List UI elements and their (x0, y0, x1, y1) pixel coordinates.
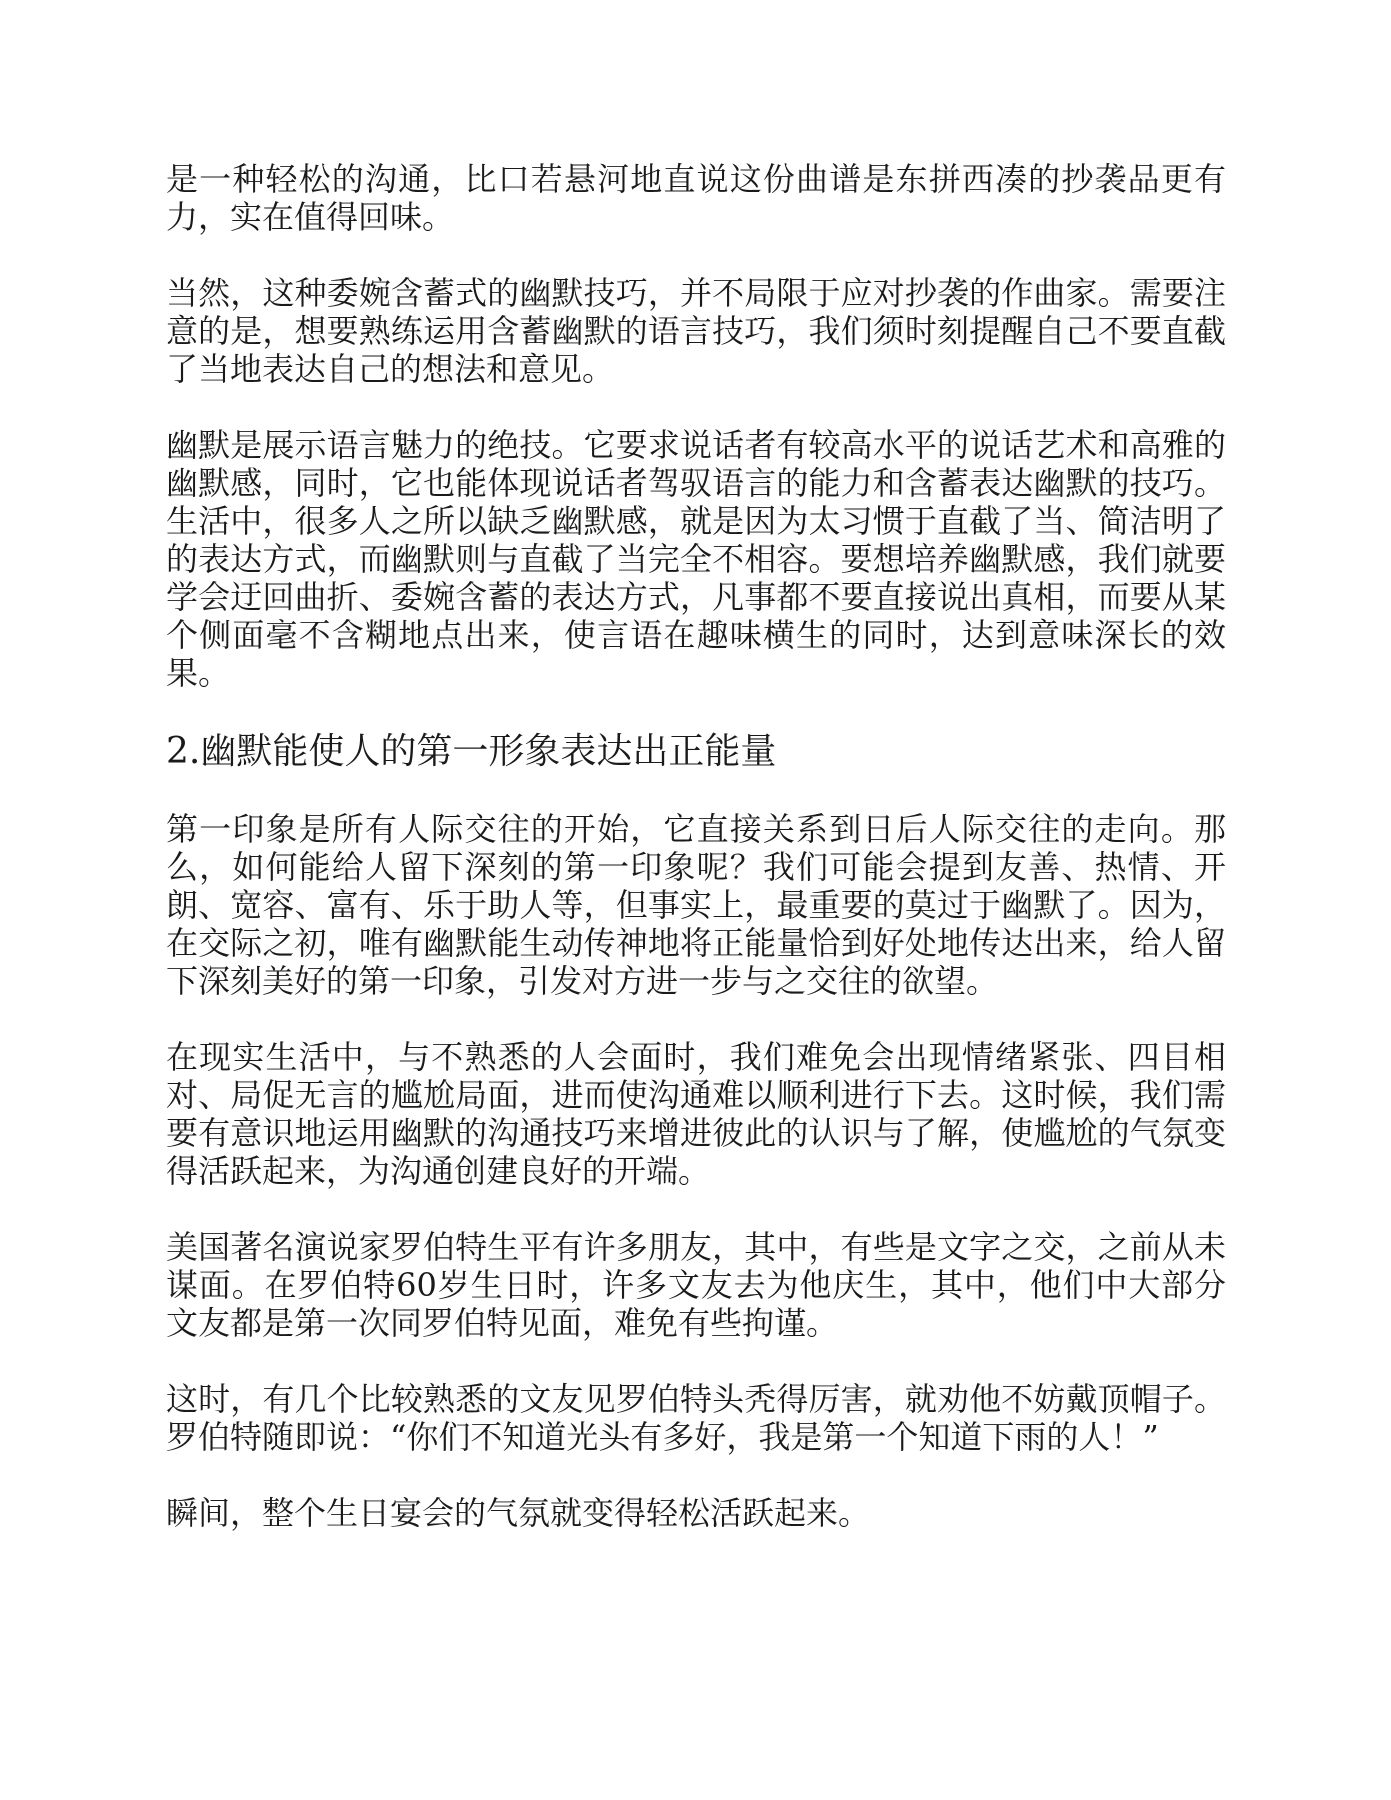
paragraph-2: 当然，这种委婉含蓄式的幽默技巧，并不局限于应对抄袭的作曲家。需要注意的是，想要熟练运用含蓄幽默的语言技巧，我们须时刻提醒自己不要直截了当地表达自己的想法和意见。 (166, 274, 1226, 388)
paragraph-8: 瞬间，整个生日宴会的气氛就变得轻松活跃起来。 (166, 1494, 871, 1532)
document-body (166, 160, 1226, 1570)
paragraph-6: 美国著名演说家罗伯特生平有许多朋友，其中，有些是文字之交，之前从未谋面。在罗伯特60岁生日时，许多文友去为他庆生，其中，他们中大部分文友都是第一次同罗伯特见面，难免有些拘谨。 (166, 1228, 1226, 1342)
paragraph-3: 幽默是展示语言魅力的绝技。它要求说话者有较高水平的说话艺术和高雅的幽默感，同时，它也能体现说话者驾驭语言的能力和含蓄表达幽默的技巧。生活中，很多人之所以缺乏幽默感，就是因为太习惯于直截了当、简洁明了的表达方式，而幽默则与直截了当完全不相容。要想培养幽默感，我们就要学会迂回曲折、委婉含蓄的表达方式，凡事都不要直接说出真相，而要从某个侧面毫不含糊地点出来，使言语在趣味横生的同时，达到意味深长的效果。 (166, 426, 1226, 692)
paragraph-7: 这时，有几个比较熟悉的文友见罗伯特头秃得厉害，就劝他不妨戴顶帽子。罗伯特随即说：“你们不知道光头有多好，我是第一个知道下雨的人！” (166, 1380, 1226, 1456)
paragraph-1: 是一种轻松的沟通，比口若悬河地直说这份曲谱是东拼西凑的抄袭品更有力，实在值得回味。 (166, 160, 1226, 236)
paragraph-5: 在现实生活中，与不熟悉的人会面时，我们难免会出现情绪紧张、四目相对、局促无言的尴尬局面，进而使沟通难以顺利进行下去。这时候，我们需要有意识地运用幽默的沟通技巧来增进彼此的认识与了解，使尴尬的气氛变得活跃起来，为沟通创建良好的开端。 (166, 1038, 1226, 1190)
paragraph-4: 第一印象是所有人际交往的开始，它直接关系到日后人际交往的走向。那么，如何能给人留下深刻的第一印象呢？我们可能会提到友善、热情、开朗、宽容、富有、乐于助人等，但事实上，最重要的莫过于幽默了。因为，在交际之初，唯有幽默能生动传神地将正能量恰到好处地传达出来，给人留下深刻美好的第一印象，引发对方进一步与之交往的欲望。 (166, 810, 1226, 1000)
section-heading: 2.幽默能使人的第一形象表达出正能量 (166, 731, 777, 772)
